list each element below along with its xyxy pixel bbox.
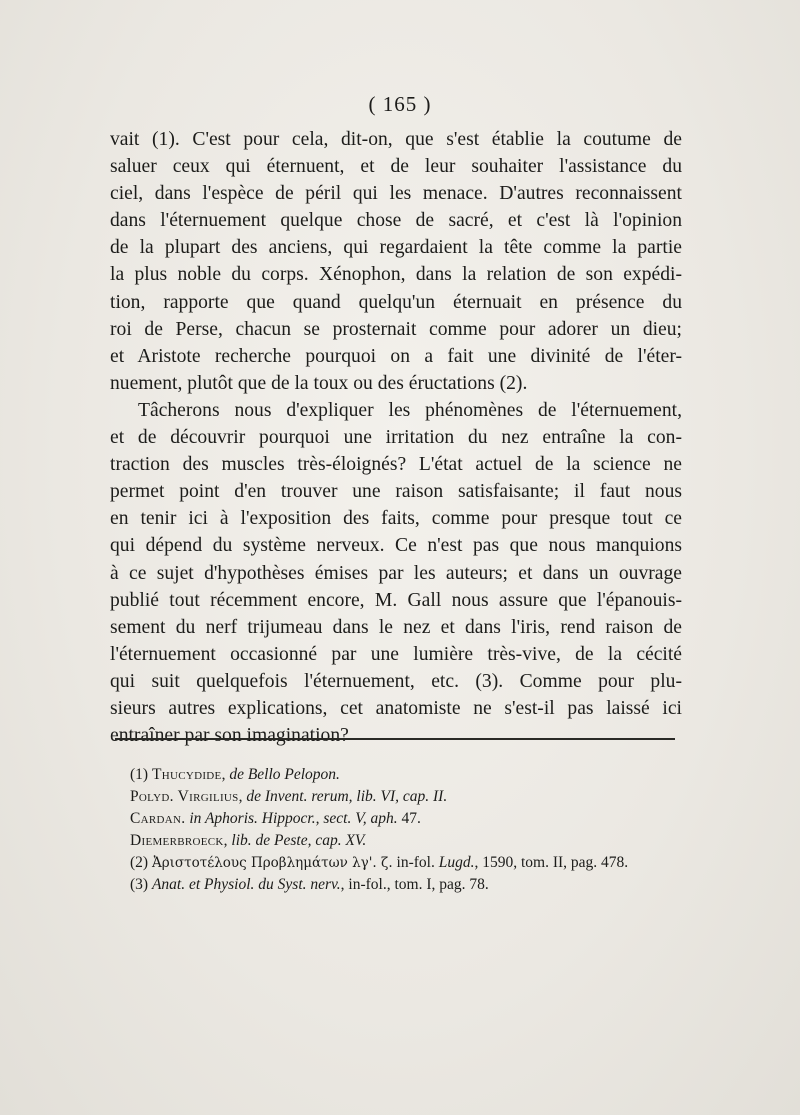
body-line: tion, rapporte que quand quelqu'un éternuait en présence du xyxy=(110,291,682,313)
footnote-line xyxy=(130,830,690,852)
footnote-separator: , xyxy=(221,766,230,783)
footnote-separator-rule xyxy=(115,738,675,740)
footnote-place: Lugd. xyxy=(438,854,475,871)
footnote-line xyxy=(130,764,690,786)
body-line: et de découvrir pourquoi une irritation du nez entraîne la con- xyxy=(110,427,682,449)
footnotes xyxy=(130,764,690,896)
footnote-line xyxy=(130,808,690,830)
main-paragraphs xyxy=(110,126,682,749)
body-line: roi de Perse, chacun se prosternait comme pour adorer un dieu; xyxy=(110,318,682,340)
body-line: Tâcherons nous d'expliquer les phénomènes de l'éternuement, xyxy=(138,399,682,421)
body-line: nuement, plutôt que de la toux ou des éructations (2). xyxy=(110,372,528,394)
footnote-author: Cardan. xyxy=(130,810,186,827)
body-line: sieurs autres explications, cet anatomiste ne s'est-il pas laissé ici xyxy=(110,697,682,719)
body-line: vait (1). C'est pour cela, dit-on, que s'est établie la coutume de xyxy=(110,129,682,150)
body-line: permet point d'en trouver une raison satisfaisante; il faut nous xyxy=(110,481,682,503)
page-number: ( 165 ) xyxy=(368,92,432,116)
body-line: qui dépend du système nerveux. Ce n'est pas que nous manquions xyxy=(110,535,682,557)
footnote-work-title: de Invent. rerum, lib. VI, cap. II. xyxy=(246,788,448,805)
footnote-line xyxy=(130,786,690,808)
footnote-work-title: in Aphoris. Hippocr., sect. V, aph. xyxy=(189,810,398,827)
footnote-greek-title: Ἀριστοτέλους Προβλημάτων λγ'. ζ. xyxy=(151,855,393,871)
footnote-marker: (3) xyxy=(130,876,152,893)
footnote-work-title: Anat. et Physiol. du Syst. nerv. xyxy=(151,876,341,893)
footnote-marker: (1) xyxy=(130,766,152,783)
footnote-reference: 47. xyxy=(397,810,421,827)
body-line: la plus noble du corps. Xénophon, dans la relation de son expédi- xyxy=(110,264,682,286)
body-line: l'éternuement occasionné par une lumière très-vive, de la cécité xyxy=(110,643,682,665)
body-line: et Aristote recherche pourquoi on a fait une divinité de l'éter- xyxy=(110,345,682,367)
body-line: publié tout récemment encore, M. Gall nous assure que l'épanouis- xyxy=(110,589,682,611)
footnote-author: Polyd. Virgilius xyxy=(130,788,239,805)
footnote-reference: , 1590, tom. II, pag. 478. xyxy=(474,854,629,871)
footnote-marker: (2) xyxy=(130,854,152,871)
body-line: traction des muscles très-éloignés? L'état actuel de la science ne xyxy=(110,454,682,476)
body-line: en tenir ici à l'exposition des faits, comme pour presque tout ce xyxy=(110,508,682,530)
body-line: dans l'éternuement quelque chose de sacré, et c'est là l'opinion xyxy=(110,210,682,232)
body-line: de la plupart des anciens, qui regardaient la tête comme la partie xyxy=(110,237,682,259)
footnote-reference: , in-fol., tom. I, pag. 78. xyxy=(340,876,489,893)
body-line: sement du nerf trijumeau dans le nez et dans l'iris, rend raison de xyxy=(110,616,682,638)
footnote-line xyxy=(130,852,690,874)
footnote-separator: , xyxy=(223,832,232,849)
footnote-author: Thucydide xyxy=(151,766,222,783)
body-line: entraîner par son imagination? xyxy=(110,725,349,747)
footnote-work-title: de Bello Pelopon. xyxy=(229,766,340,783)
footnote-separator: , xyxy=(238,788,247,805)
body-line: qui suit quelquefois l'éternuement, etc. (3). Comme pour plu- xyxy=(110,670,682,692)
footnote-author: Diemerbroeck xyxy=(130,832,224,849)
footnote-work-title: lib. de Peste, cap. XV. xyxy=(231,832,367,849)
body-line: saluer ceux qui éternuent, et de leur souhaiter l'assistance du xyxy=(110,156,682,178)
body-line: ciel, dans l'espèce de péril qui les menace. D'autres reconnaissent xyxy=(110,183,682,205)
footnote-line xyxy=(130,874,690,896)
body-line: à ce sujet d'hypothèses émises par les auteurs; et dans un ouvrage xyxy=(110,562,682,584)
footnote-format: in-fol. xyxy=(392,854,439,871)
